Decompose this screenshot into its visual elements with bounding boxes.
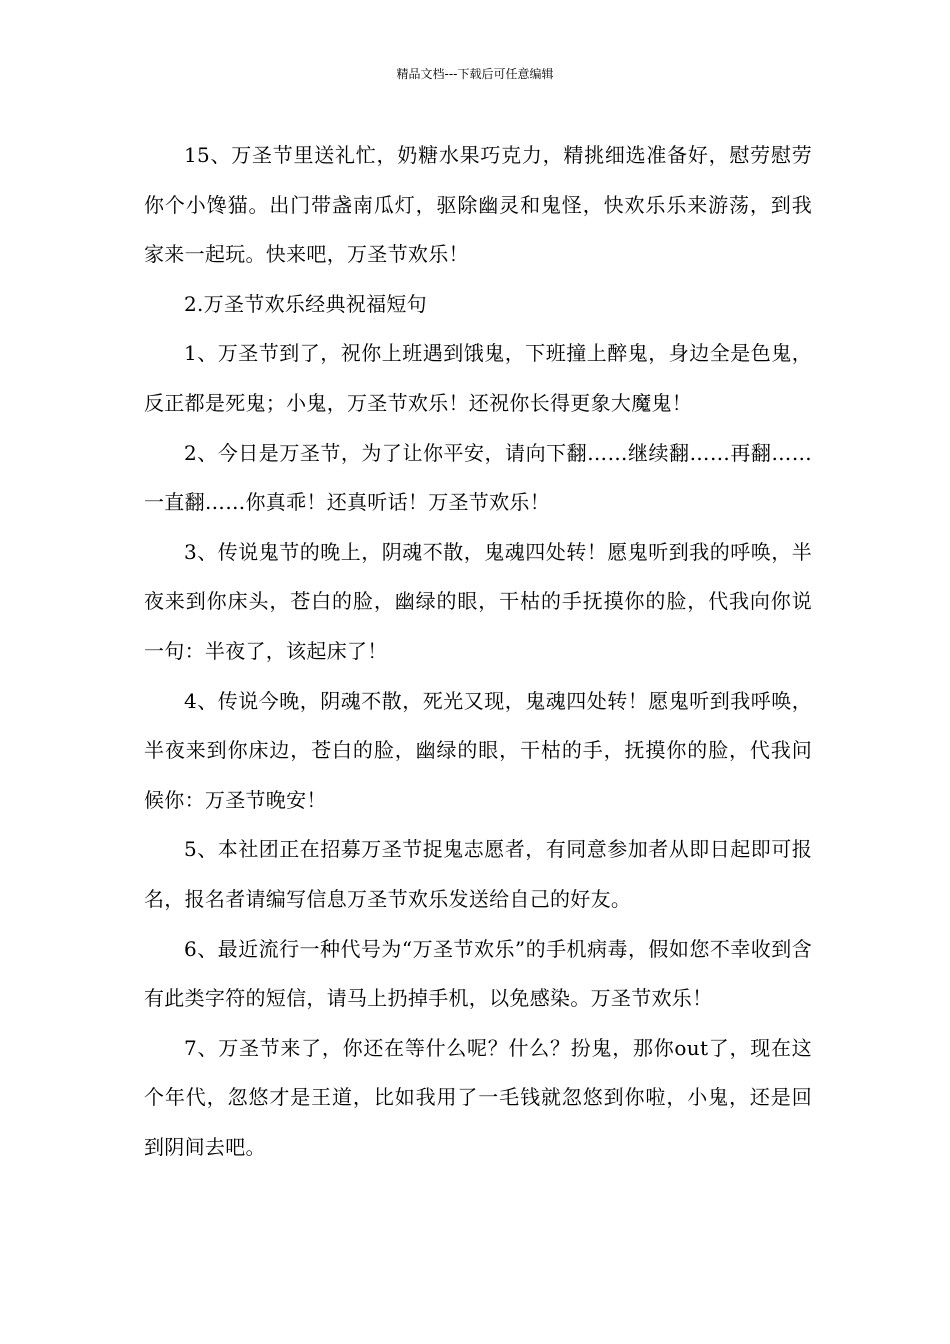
page-header: 精品文档---下载后可任意编辑 xyxy=(396,67,554,81)
paragraph-4: 4、传说今晚，阴魂不散，死光又现，鬼魂四处转！愿鬼听到我呼唤，半夜来到你床边，苍白的脸，幽绿的眼，干枯的手，抚摸你的脸，代我问候你：万圣节晚安！ xyxy=(144,688,812,812)
paragraph-7: 7、万圣节来了，你还在等什么呢？什么？扮鬼，那你out了，现在这个年代，忽悠才是王道，比如我用了一毛钱就忽悠到你啦，小鬼，还是回到阴间去吧。 xyxy=(144,1035,812,1159)
section-heading: 2.万圣节欢乐经典祝福短句 xyxy=(184,291,427,316)
paragraph-5: 5、本社团正在招募万圣节捉鬼志愿者，有同意参加者从即日起即可报名，报名者请编写信息万圣节欢乐发送给自己的好友。 xyxy=(144,837,812,911)
paragraph-15: 15、万圣节里送礼忙，奶糖水果巧克力，精挑细选准备好，慰劳慰劳你个小馋猫。出门带盏南瓜灯，驱除幽灵和鬼怪，快欢乐乐来游荡，到我家来一起玩。快来吧，万圣节欢乐！ xyxy=(144,143,812,267)
paragraph-3: 3、传说鬼节的晚上，阴魂不散，鬼魂四处转！愿鬼听到我的呼唤，半夜来到你床头，苍白的脸，幽绿的眼，干枯的手抚摸你的脸，代我向你说一句：半夜了，该起床了！ xyxy=(144,539,812,663)
document-body xyxy=(144,131,812,1172)
paragraph-6: 6、最近流行一种代号为“万圣节欢乐”的手机病毒，假如您不幸收到含有此类字符的短信，请马上扔掉手机，以免感染。万圣节欢乐！ xyxy=(144,936,812,1011)
paragraph-1: 1、万圣节到了，祝你上班遇到饿鬼，下班撞上醉鬼，身边全是色鬼，反正都是死鬼；小鬼，万圣节欢乐！还祝你长得更象大魔鬼！ xyxy=(144,341,812,415)
paragraph-2: 2、今日是万圣节，为了让你平安，请向下翻……继续翻……再翻……一直翻……你真乖！还真听话！万圣节欢乐！ xyxy=(144,440,812,515)
